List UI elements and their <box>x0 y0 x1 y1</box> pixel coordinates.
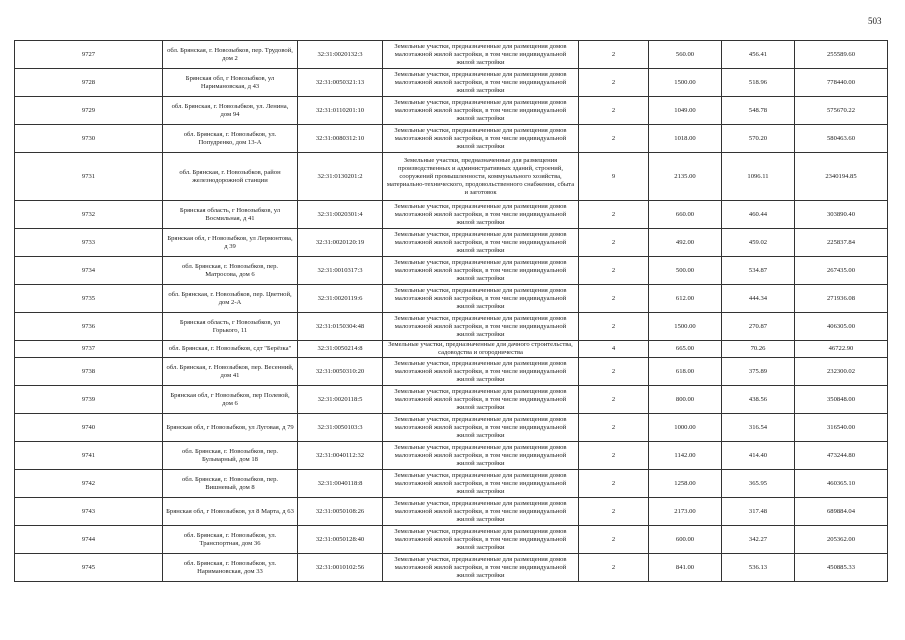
group-code-cell: 2 <box>579 313 649 341</box>
cadastral-value-cell: 778440.00 <box>795 69 888 97</box>
cadastral-value-cell: 232300.02 <box>795 358 888 386</box>
row-number: 9738 <box>15 358 163 386</box>
address-cell: обл. Брянская, г. Новозыбков, район железнодорожной станции <box>163 153 298 201</box>
cadastral-value-cell: 267435.00 <box>795 257 888 285</box>
area-cell: 2135.00 <box>649 153 722 201</box>
row-number: 9737 <box>15 341 163 358</box>
area-cell: 492.00 <box>649 229 722 257</box>
group-code-cell: 4 <box>579 341 649 358</box>
land-use-cell: Земельные участки, предназначенные для размещения домов малоэтажной жилой застройки, в том числе индивидуальной жилой застройки <box>383 69 579 97</box>
cadastral-number-cell: 32:31:0020118:5 <box>298 386 383 414</box>
area-cell: 841.00 <box>649 554 722 582</box>
cadastral-value-cell: 473244.80 <box>795 442 888 470</box>
table-row <box>15 526 888 554</box>
land-use-cell: Земельные участки, предназначенные для размещения домов малоэтажной жилой застройки, в том числе индивидуальной жилой застройки <box>383 554 579 582</box>
table-row <box>15 41 888 69</box>
cadastral-value-cell: 689884.04 <box>795 498 888 526</box>
group-code-cell: 2 <box>579 69 649 97</box>
land-use-cell: Земельные участки, предназначенные для размещения домов малоэтажной жилой застройки, в том числе индивидуальной жилой застройки <box>383 414 579 442</box>
cadastral-number-cell: 32:31:0110201:10 <box>298 97 383 125</box>
specific-value-cell: 460.44 <box>722 201 795 229</box>
row-number: 9729 <box>15 97 163 125</box>
group-code-cell: 2 <box>579 442 649 470</box>
group-code-cell: 2 <box>579 358 649 386</box>
land-use-cell: Земельные участки, предназначенные для размещения домов малоэтажной жилой застройки, в том числе индивидуальной жилой застройки <box>383 201 579 229</box>
land-use-cell: Земельные участки, предназначенные для размещения домов малоэтажной жилой застройки, в том числе индивидуальной жилой застройки <box>383 442 579 470</box>
group-code-cell: 2 <box>579 470 649 498</box>
address-cell: Брянская обл, г Новозыбков, ул Лермонтова, д 39 <box>163 229 298 257</box>
land-use-cell: Земельные участки, предназначенные для размещения домов малоэтажной жилой застройки, в том числе индивидуальной жилой застройки <box>383 41 579 69</box>
address-cell: Брянская область, г Новозыбков, ул Горького, 11 <box>163 313 298 341</box>
specific-value-cell: 438.56 <box>722 386 795 414</box>
page-number: 503 <box>868 16 882 26</box>
address-cell: обл. Брянская, г. Новозыбков, пер. Весенний, дом 41 <box>163 358 298 386</box>
address-cell: Брянская обл, г Новозыбков, ул Луговая, д 79 <box>163 414 298 442</box>
land-use-cell: Земельные участки, предназначенные для размещения домов малоэтажной жилой застройки, в том числе индивидуальной жилой застройки <box>383 470 579 498</box>
specific-value-cell: 270.87 <box>722 313 795 341</box>
area-cell: 600.00 <box>649 526 722 554</box>
land-use-cell: Земельные участки, предназначенные для размещения домов малоэтажной жилой застройки, в том числе индивидуальной жилой застройки <box>383 97 579 125</box>
row-number: 9741 <box>15 442 163 470</box>
cadastral-number-cell: 32:31:0050321:13 <box>298 69 383 97</box>
land-use-cell: Земельные участки, предназначенные для размещения домов малоэтажной жилой застройки, в том числе индивидуальной жилой застройки <box>383 285 579 313</box>
table-row <box>15 285 888 313</box>
cadastral-value-cell: 2340194.85 <box>795 153 888 201</box>
row-number: 9730 <box>15 125 163 153</box>
specific-value-cell: 444.34 <box>722 285 795 313</box>
row-number: 9734 <box>15 257 163 285</box>
land-plot-register-table <box>14 40 888 582</box>
row-number: 9733 <box>15 229 163 257</box>
specific-value-cell: 534.87 <box>722 257 795 285</box>
cadastral-value-cell: 316540.00 <box>795 414 888 442</box>
specific-value-cell: 456.41 <box>722 41 795 69</box>
cadastral-value-cell: 406305.00 <box>795 313 888 341</box>
cadastral-number-cell: 32:31:0010317:3 <box>298 257 383 285</box>
cadastral-number-cell: 32:31:0020119:6 <box>298 285 383 313</box>
address-cell: обл. Брянская, г. Новозыбков, ул. Транспортная, дом 36 <box>163 526 298 554</box>
land-use-cell: Земельные участки, предназначенные для размещения домов малоэтажной жилой застройки, в том числе индивидуальной жилой застройки <box>383 498 579 526</box>
specific-value-cell: 536.13 <box>722 554 795 582</box>
table-row <box>15 201 888 229</box>
area-cell: 2173.00 <box>649 498 722 526</box>
address-cell: обл. Брянская, г. Новозыбков, ул. Попудренко, дом 13-А <box>163 125 298 153</box>
table-row <box>15 125 888 153</box>
cadastral-value-cell: 303890.40 <box>795 201 888 229</box>
group-code-cell: 2 <box>579 554 649 582</box>
area-cell: 1049.00 <box>649 97 722 125</box>
area-cell: 1018.00 <box>649 125 722 153</box>
land-use-cell: Земельные участки, предназначенные для размещения домов малоэтажной жилой застройки, в том числе индивидуальной жилой застройки <box>383 386 579 414</box>
address-cell: Брянская обл, г Новозыбков, ул Наримановская, д 43 <box>163 69 298 97</box>
group-code-cell: 2 <box>579 97 649 125</box>
table-row <box>15 153 888 201</box>
group-code-cell: 2 <box>579 201 649 229</box>
row-number: 9728 <box>15 69 163 97</box>
cadastral-number-cell: 32:31:0010102:56 <box>298 554 383 582</box>
address-cell: обл. Брянская, г. Новозыбков, ул. Ленина, дом 94 <box>163 97 298 125</box>
cadastral-number-cell: 32:31:0150304:48 <box>298 313 383 341</box>
area-cell: 800.00 <box>649 386 722 414</box>
table-row <box>15 470 888 498</box>
land-use-cell: Земельные участки, предназначенные для размещения производственных и административных зданий, строений, сооружений промышленности, коммунального хозяйства, материально-технического, продовольственного снабжения, сбыта и заготовок <box>383 153 579 201</box>
cadastral-value-cell: 580463.60 <box>795 125 888 153</box>
cadastral-number-cell: 32:31:0050214:8 <box>298 341 383 358</box>
row-number: 9745 <box>15 554 163 582</box>
cadastral-value-cell: 575670.22 <box>795 97 888 125</box>
specific-value-cell: 375.89 <box>722 358 795 386</box>
land-use-cell: Земельные участки, предназначенные для размещения домов малоэтажной жилой застройки, в том числе индивидуальной жилой застройки <box>383 257 579 285</box>
row-number: 9732 <box>15 201 163 229</box>
area-cell: 1258.00 <box>649 470 722 498</box>
address-cell: обл. Брянская, г. Новозыбков, пер. Бульварный, дом 18 <box>163 442 298 470</box>
cadastral-number-cell: 32:31:0050128:40 <box>298 526 383 554</box>
area-cell: 1142.00 <box>649 442 722 470</box>
group-code-cell: 2 <box>579 125 649 153</box>
row-number: 9735 <box>15 285 163 313</box>
address-cell: обл. Брянская, г. Новозыбков, пер. Матросова, дом 6 <box>163 257 298 285</box>
area-cell: 1000.00 <box>649 414 722 442</box>
specific-value-cell: 459.02 <box>722 229 795 257</box>
cadastral-value-cell: 205362.00 <box>795 526 888 554</box>
land-use-cell: Земельные участки, предназначенные для размещения домов малоэтажной жилой застройки, в том числе индивидуальной жилой застройки <box>383 313 579 341</box>
row-number: 9739 <box>15 386 163 414</box>
row-number: 9743 <box>15 498 163 526</box>
area-cell: 660.00 <box>649 201 722 229</box>
cadastral-number-cell: 32:31:0080312:10 <box>298 125 383 153</box>
row-number: 9744 <box>15 526 163 554</box>
address-cell: Брянская обл, г Новозыбков, пер Полевой, дом 6 <box>163 386 298 414</box>
cadastral-value-cell: 225837.84 <box>795 229 888 257</box>
area-cell: 1500.00 <box>649 69 722 97</box>
land-use-cell: Земельные участки, предназначенные для размещения домов малоэтажной жилой застройки, в том числе индивидуальной жилой застройки <box>383 526 579 554</box>
table-row <box>15 97 888 125</box>
row-number: 9727 <box>15 41 163 69</box>
address-cell: Брянская обл, г Новозыбков, ул 8 Марта, д 63 <box>163 498 298 526</box>
row-number: 9731 <box>15 153 163 201</box>
row-number: 9742 <box>15 470 163 498</box>
address-cell: Брянская область, г Новозыбков, ул Восмильная, д 41 <box>163 201 298 229</box>
specific-value-cell: 1096.11 <box>722 153 795 201</box>
row-number: 9740 <box>15 414 163 442</box>
table-row <box>15 554 888 582</box>
specific-value-cell: 342.27 <box>722 526 795 554</box>
group-code-cell: 2 <box>579 498 649 526</box>
specific-value-cell: 414.40 <box>722 442 795 470</box>
specific-value-cell: 570.20 <box>722 125 795 153</box>
row-number: 9736 <box>15 313 163 341</box>
cadastral-number-cell: 32:31:0050103:3 <box>298 414 383 442</box>
cadastral-value-cell: 255589.60 <box>795 41 888 69</box>
address-cell: обл. Брянская, г. Новозыбков, пер. Вишневый, дом 8 <box>163 470 298 498</box>
cadastral-number-cell: 32:31:0020120:19 <box>298 229 383 257</box>
cadastral-number-cell: 32:31:0020132:3 <box>298 41 383 69</box>
cadastral-value-cell: 271936.08 <box>795 285 888 313</box>
group-code-cell: 2 <box>579 526 649 554</box>
cadastral-number-cell: 32:31:0040112:32 <box>298 442 383 470</box>
cadastral-value-cell: 460365.10 <box>795 470 888 498</box>
area-cell: 1500.00 <box>649 313 722 341</box>
group-code-cell: 2 <box>579 386 649 414</box>
cadastral-number-cell: 32:31:0020301:4 <box>298 201 383 229</box>
specific-value-cell: 70.26 <box>722 341 795 358</box>
cadastral-value-cell: 450885.33 <box>795 554 888 582</box>
cadastral-value-cell: 46722.90 <box>795 341 888 358</box>
table-row <box>15 442 888 470</box>
specific-value-cell: 317.48 <box>722 498 795 526</box>
group-code-cell: 2 <box>579 285 649 313</box>
specific-value-cell: 316.54 <box>722 414 795 442</box>
specific-value-cell: 518.96 <box>722 69 795 97</box>
land-use-cell: Земельные участки, предназначенные для размещения домов малоэтажной жилой застройки, в том числе индивидуальной жилой застройки <box>383 358 579 386</box>
address-cell: обл. Брянская, г. Новозыбков, сдт "Берёзка" <box>163 341 298 358</box>
area-cell: 612.00 <box>649 285 722 313</box>
table-row <box>15 358 888 386</box>
group-code-cell: 2 <box>579 414 649 442</box>
table-row <box>15 69 888 97</box>
table-row <box>15 341 888 358</box>
specific-value-cell: 548.78 <box>722 97 795 125</box>
land-use-cell: Земельные участки, предназначенные для размещения домов малоэтажной жилой застройки, в том числе индивидуальной жилой застройки <box>383 229 579 257</box>
address-cell: обл. Брянская, г. Новозыбков, пер. Цветной, дом 2-А <box>163 285 298 313</box>
group-code-cell: 2 <box>579 257 649 285</box>
table-row <box>15 386 888 414</box>
group-code-cell: 9 <box>579 153 649 201</box>
group-code-cell: 2 <box>579 229 649 257</box>
cadastral-number-cell: 32:31:0130201:2 <box>298 153 383 201</box>
table-row <box>15 414 888 442</box>
cadastral-number-cell: 32:31:0040118:8 <box>298 470 383 498</box>
specific-value-cell: 365.95 <box>722 470 795 498</box>
address-cell: обл. Брянская, г. Новозыбков, пер. Трудовой, дом 2 <box>163 41 298 69</box>
table-row <box>15 498 888 526</box>
table-body <box>15 41 888 582</box>
cadastral-number-cell: 32:31:0050108:26 <box>298 498 383 526</box>
land-use-cell: Земельные участки, предназначенные для размещения домов малоэтажной жилой застройки, в том числе индивидуальной жилой застройки <box>383 125 579 153</box>
table-row <box>15 313 888 341</box>
table-row <box>15 257 888 285</box>
cadastral-value-cell: 350848.00 <box>795 386 888 414</box>
area-cell: 500.00 <box>649 257 722 285</box>
table-row <box>15 229 888 257</box>
address-cell: обл. Брянская, г. Новозыбков, ул. Наримановская, дом 33 <box>163 554 298 582</box>
area-cell: 560.00 <box>649 41 722 69</box>
group-code-cell: 2 <box>579 41 649 69</box>
area-cell: 665.00 <box>649 341 722 358</box>
cadastral-number-cell: 32:31:0050310:20 <box>298 358 383 386</box>
land-use-cell: Земельные участки, предназначенные для дачного строительства, садоводства и огородничества <box>383 341 579 358</box>
area-cell: 618.00 <box>649 358 722 386</box>
